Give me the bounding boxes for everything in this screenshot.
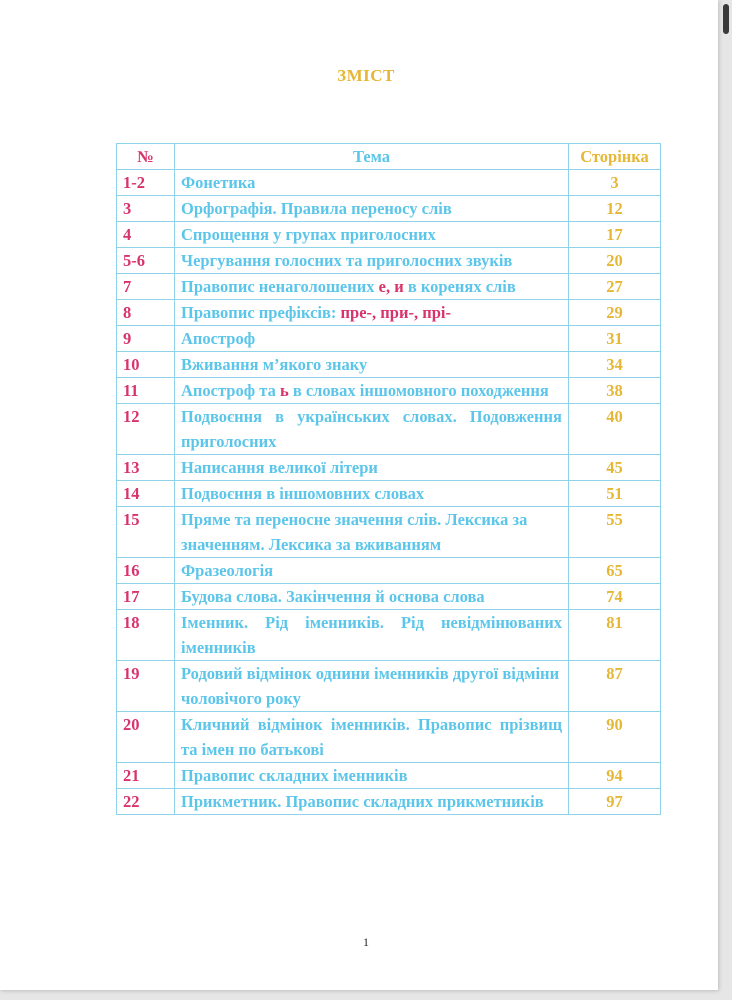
row-page: 3 <box>569 170 661 196</box>
row-number: 20 <box>117 712 175 763</box>
row-topic: Будова слова. Закінчення й основа слова <box>175 584 569 610</box>
row-number: 19 <box>117 661 175 712</box>
highlighted-letter: ь <box>279 381 289 400</box>
row-topic: Правопис ненаголошених е, и в коренях слів <box>175 274 569 300</box>
table-row <box>117 610 661 661</box>
row-number: 13 <box>117 455 175 481</box>
row-number: 11 <box>117 378 175 404</box>
table-row <box>117 558 661 584</box>
row-page: 17 <box>569 222 661 248</box>
table-row <box>117 584 661 610</box>
table-row <box>117 300 661 326</box>
highlighted-prefixes: пре-, при-, прі- <box>340 303 451 322</box>
row-number: 3 <box>117 196 175 222</box>
table-row <box>117 352 661 378</box>
header-topic: Тема <box>175 144 569 170</box>
table-row <box>117 326 661 352</box>
row-topic: Спрощення у групах приголосних <box>175 222 569 248</box>
table-row <box>117 763 661 789</box>
row-topic: Іменник. Рід іменників. Рід невідмінюваних іменників <box>175 610 569 661</box>
table-row <box>117 248 661 274</box>
row-topic: Правопис складних іменників <box>175 763 569 789</box>
table-row <box>117 274 661 300</box>
table-header-row <box>117 144 661 170</box>
row-page: 34 <box>569 352 661 378</box>
header-page: Сторінка <box>569 144 661 170</box>
row-number: 17 <box>117 584 175 610</box>
row-page: 81 <box>569 610 661 661</box>
highlighted-letters: е, и <box>378 277 404 296</box>
table-row <box>117 196 661 222</box>
table-row <box>117 170 661 196</box>
row-topic: Подвоєння в українських словах. Подовження приголосних <box>175 404 569 455</box>
row-number: 4 <box>117 222 175 248</box>
row-number: 21 <box>117 763 175 789</box>
row-page: 51 <box>569 481 661 507</box>
row-topic: Написання великої літери <box>175 455 569 481</box>
row-page: 31 <box>569 326 661 352</box>
row-topic: Орфографія. Правила переносу слів <box>175 196 569 222</box>
row-page: 27 <box>569 274 661 300</box>
row-number: 18 <box>117 610 175 661</box>
row-topic: Родовий відмінок однини іменників другої відміни чоловічого року <box>175 661 569 712</box>
row-number: 9 <box>117 326 175 352</box>
table-row <box>117 712 661 763</box>
row-topic: Вживання м’якого знаку <box>175 352 569 378</box>
table-row <box>117 661 661 712</box>
row-topic: Фонетика <box>175 170 569 196</box>
row-topic: Правопис префіксів: пре-, при-, прі- <box>175 300 569 326</box>
row-page: 65 <box>569 558 661 584</box>
row-number: 14 <box>117 481 175 507</box>
table-row <box>117 455 661 481</box>
page-title: ЗМІСТ <box>337 66 395 85</box>
scrollbar[interactable] <box>723 4 729 34</box>
row-topic: Подвоєння в іншомовних словах <box>175 481 569 507</box>
table-row <box>117 481 661 507</box>
row-topic: Кличний відмінок іменників. Правопис прізвищ та імен по батькові <box>175 712 569 763</box>
row-number: 12 <box>117 404 175 455</box>
row-page: 74 <box>569 584 661 610</box>
table-row <box>117 789 661 815</box>
table-row <box>117 404 661 455</box>
row-page: 94 <box>569 763 661 789</box>
row-number: 22 <box>117 789 175 815</box>
row-topic: Прикметник. Правопис складних прикметників <box>175 789 569 815</box>
row-topic: Фразеологія <box>175 558 569 584</box>
row-page: 90 <box>569 712 661 763</box>
row-number: 10 <box>117 352 175 378</box>
row-page: 55 <box>569 507 661 558</box>
row-topic: Пряме та переносне значення слів. Лексика за значенням. Лексика за вживанням <box>175 507 569 558</box>
row-page: 87 <box>569 661 661 712</box>
row-number: 7 <box>117 274 175 300</box>
row-page: 29 <box>569 300 661 326</box>
table-row <box>117 222 661 248</box>
table-row <box>117 378 661 404</box>
contents-table <box>116 143 661 815</box>
row-page: 12 <box>569 196 661 222</box>
row-number: 5-6 <box>117 248 175 274</box>
page-number: 1 <box>363 935 369 949</box>
row-number: 15 <box>117 507 175 558</box>
row-page: 45 <box>569 455 661 481</box>
row-page: 97 <box>569 789 661 815</box>
header-number: № <box>117 144 175 170</box>
row-page: 38 <box>569 378 661 404</box>
row-page: 20 <box>569 248 661 274</box>
row-topic: Апостроф та ь в словах іншомовного походження <box>175 378 569 404</box>
table-row <box>117 507 661 558</box>
row-page: 40 <box>569 404 661 455</box>
row-number: 16 <box>117 558 175 584</box>
row-topic: Чергування голосних та приголосних звуків <box>175 248 569 274</box>
row-topic: Апостроф <box>175 326 569 352</box>
row-number: 1-2 <box>117 170 175 196</box>
row-number: 8 <box>117 300 175 326</box>
